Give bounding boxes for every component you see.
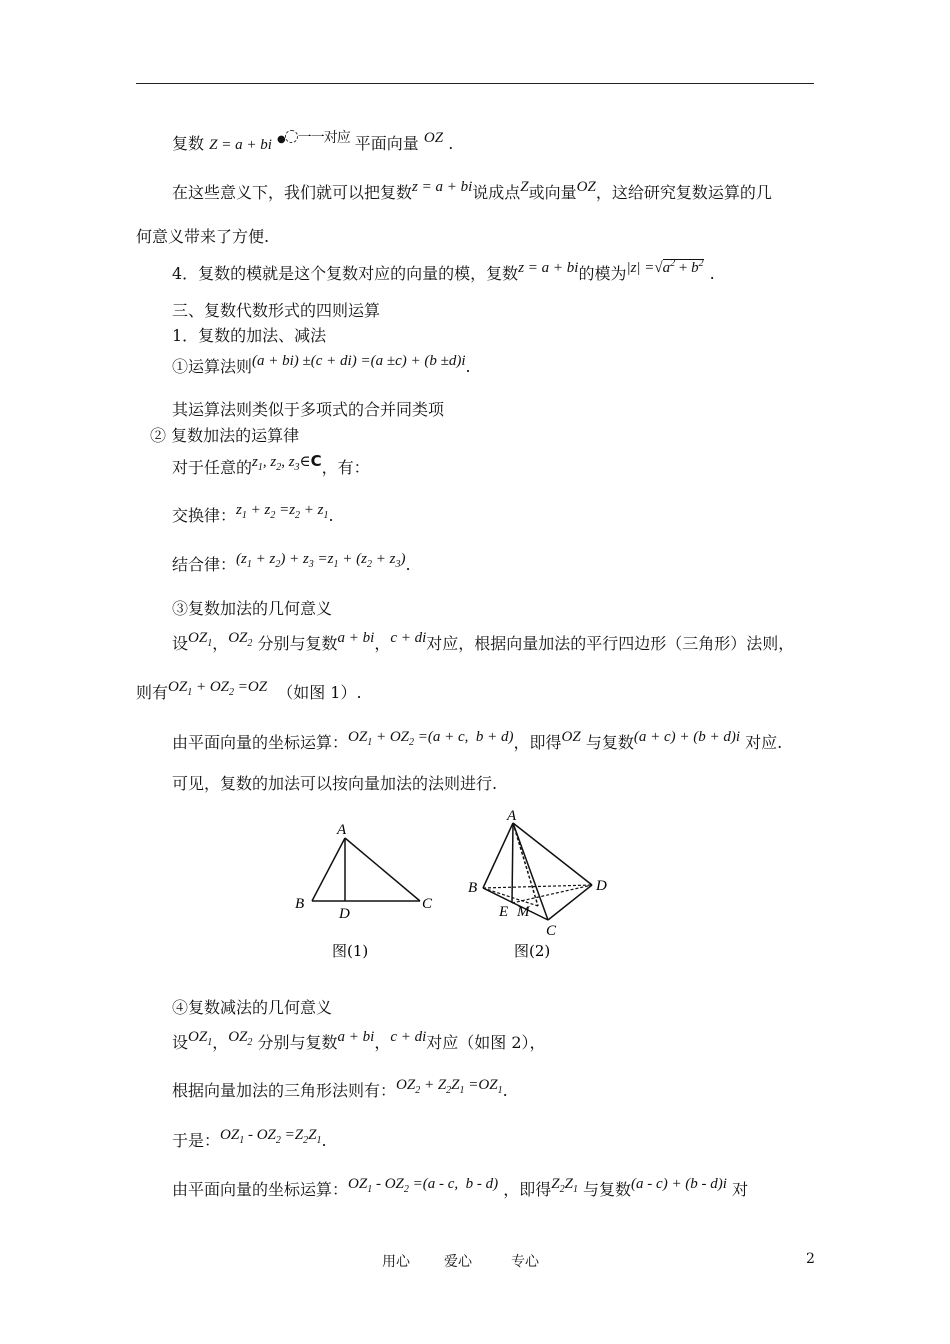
text-line: 设$OZ_1$，$OZ_2$ 分别与复数a + bi，c + di对应（如图 2）， bbox=[172, 1029, 546, 1052]
text-line bbox=[136, 679, 362, 702]
text: 对应（如图 2）， bbox=[426, 1033, 546, 1052]
footer-text: 爱心 bbox=[444, 1254, 472, 1270]
vector-OZ: OZ bbox=[561, 729, 581, 745]
math-Z: Z bbox=[520, 179, 529, 195]
label-C: C bbox=[422, 896, 433, 912]
text: ，即得 bbox=[503, 1180, 552, 1199]
text-line: 交换律：$z_1 + z_2 =z_2 + z_1$. bbox=[172, 502, 334, 525]
text-line: 设$OZ_1$，$OZ_2$ 分别与复数a + bi，c + di对应，根据向量加法的平行四边形（三角形）法则， bbox=[172, 630, 795, 653]
footer-text: 专心 bbox=[511, 1254, 539, 1270]
text-line bbox=[172, 729, 783, 752]
var-a: a bbox=[662, 260, 671, 276]
section-heading: 三、复数代数形式的四则运算 bbox=[172, 301, 381, 320]
math-expression: c + di bbox=[390, 630, 427, 646]
vector-OZ2: $OZ_2$ bbox=[228, 1029, 253, 1048]
plus: + bbox=[675, 260, 692, 276]
text: 设 bbox=[172, 634, 189, 653]
vector-sum: $OZ_1 + OZ_2 =OZ$ bbox=[168, 679, 268, 698]
element-of: ∈ bbox=[299, 454, 311, 470]
vector-OZ1: $OZ_1$ bbox=[188, 1029, 213, 1048]
text: 对应，根据向量加法的平行四边形（三角形）法则， bbox=[426, 634, 795, 653]
text: 分别与复数 bbox=[257, 634, 338, 653]
text: 对应. bbox=[745, 733, 783, 752]
text-line bbox=[172, 179, 772, 202]
math-set: $z_1$, $z_2$, $z_3\in C$ bbox=[252, 452, 322, 473]
subsection-heading: ③复数加法的几何意义 bbox=[172, 599, 333, 618]
label-C: C bbox=[546, 923, 557, 939]
text-line bbox=[172, 130, 454, 153]
caption-1: 图(1) bbox=[332, 942, 369, 960]
text-line: ② 复数加法的运算律 bbox=[150, 426, 300, 445]
text: 由平面向量的坐标运算： bbox=[172, 733, 349, 752]
label-D: D bbox=[339, 906, 350, 922]
math-expression: (a - c) + (b - d)i bbox=[631, 1176, 727, 1192]
subsection-heading: 1．复数的加法、减法 bbox=[172, 326, 327, 345]
math-expression: z = a + bi bbox=[518, 260, 579, 276]
text-line bbox=[172, 452, 370, 477]
text: 于是： bbox=[172, 1131, 221, 1150]
text: 与复数 bbox=[585, 733, 634, 752]
text: 在这些意义下，我们就可以把复数 bbox=[172, 183, 413, 202]
math-expression: (a + bi) ±(c + di) =(a ±c) + (b ±d)i bbox=[252, 353, 466, 369]
var-z2: z bbox=[270, 454, 277, 470]
footer-text: 用心 bbox=[382, 1254, 410, 1270]
vector-OZ: OZ bbox=[576, 179, 596, 195]
math-expression: z = a + bi bbox=[412, 179, 473, 195]
vector-OZ1: $OZ_1$ bbox=[188, 630, 213, 649]
text: 由平面向量的坐标运算： bbox=[172, 1180, 349, 1199]
geometry-figures bbox=[290, 808, 620, 968]
text: ①运算法则 bbox=[172, 357, 253, 376]
text: ，即得 bbox=[513, 733, 562, 752]
associative-law: $(z_1 + z_2) + z_3 =z_1 + (z_2 + z_3)$ bbox=[236, 551, 406, 570]
text-line bbox=[172, 353, 471, 376]
text: . bbox=[448, 134, 454, 153]
text: 复数 bbox=[172, 134, 205, 153]
header-rule bbox=[136, 83, 814, 84]
text: 4．复数的模就是这个复数对应的向量的模，复数 bbox=[172, 264, 519, 283]
figure-2-tetrahedron bbox=[468, 808, 607, 960]
text: 则有 bbox=[136, 683, 169, 702]
label-B: B bbox=[468, 880, 478, 896]
label-M: M bbox=[517, 904, 530, 920]
coordinate-difference: $OZ_1 - OZ_2 =(a - c$, b - d) bbox=[348, 1176, 499, 1195]
text-line: 结合律：$(z_1 + z_2) + z_3 =z_1 + (z_2 + z_3)$. bbox=[172, 551, 411, 574]
label-D: D bbox=[596, 878, 607, 894]
triangle-rule: $OZ_2 + Z_2Z_1 =OZ_1$ bbox=[396, 1077, 503, 1096]
label-B: B bbox=[295, 896, 305, 912]
text: 或向量 bbox=[528, 183, 577, 202]
text: 分别与复数 bbox=[257, 1033, 338, 1052]
math-expression: a + bi bbox=[337, 630, 375, 646]
math-expression: a + bi bbox=[337, 1029, 375, 1045]
figure bbox=[290, 808, 620, 968]
vector-OZ2: $OZ_2$ bbox=[228, 630, 253, 649]
abs-z: |z| = bbox=[626, 260, 655, 276]
var-b: b bbox=[691, 260, 699, 276]
math-expression: c + di bbox=[390, 1029, 427, 1045]
text: 对于任意的 bbox=[172, 458, 253, 477]
text-line bbox=[172, 1176, 749, 1199]
subsection-heading: ④复数减法的几何意义 bbox=[172, 998, 333, 1017]
correspondence-label: 一一对应 bbox=[297, 130, 350, 146]
text: . bbox=[709, 264, 715, 283]
text: 的模为 bbox=[578, 264, 627, 283]
text: 平面向量 bbox=[354, 134, 419, 153]
text-line: 其运算法则类似于多项式的合并同类项 bbox=[172, 400, 445, 419]
vector-difference: $OZ_1 - OZ_2 =Z_2Z_1$ bbox=[220, 1127, 322, 1146]
text-line: 可见，复数的加法可以按向量加法的法则进行. bbox=[172, 774, 498, 793]
text: 结合律： bbox=[172, 555, 237, 574]
math-expression: (a + c) + (b + d)i bbox=[633, 729, 740, 745]
page-number: 2 bbox=[806, 1251, 815, 1267]
math-expression: Z = a + bi bbox=[209, 137, 272, 153]
text: 设 bbox=[172, 1033, 189, 1052]
figure-1-triangle bbox=[295, 822, 433, 960]
label-E: E bbox=[499, 904, 509, 920]
coordinate-sum: $OZ_1 + OZ_2 =(a + c$, b + d) bbox=[348, 729, 514, 748]
modulus-formula: $|z| =√a^2 + b^2$ bbox=[626, 258, 704, 276]
text: 与复数 bbox=[583, 1180, 632, 1199]
correspondence-symbol: ● 一一对应 bbox=[276, 130, 350, 146]
text: 说成点 bbox=[472, 183, 521, 202]
text-line: 于是：$OZ_1 - OZ_2 =Z_2Z_1$. bbox=[172, 1127, 327, 1150]
vector-OZ: OZ bbox=[423, 130, 444, 146]
sqrt-radicand: $a^2 + b^2$ bbox=[662, 258, 704, 276]
text: 对 bbox=[732, 1180, 749, 1199]
text-line: 何意义带来了方便. bbox=[136, 227, 270, 246]
text: . bbox=[465, 357, 471, 376]
text-line: 根据向量加法的三角形法则有：$OZ_2 + Z_2Z_1 =OZ_1$. bbox=[172, 1077, 508, 1100]
var-z1: z bbox=[252, 454, 258, 470]
text-line bbox=[172, 258, 715, 283]
commutative-law: $z_1 + z_2 =z_2 + z_1$ bbox=[236, 502, 329, 521]
label-A: A bbox=[507, 808, 517, 824]
complex-set-C: C bbox=[310, 452, 322, 470]
text: 交换律： bbox=[172, 506, 237, 525]
text: ，这给研究复数运算的几 bbox=[595, 183, 772, 202]
vector-Z2Z1: $Z_2Z_1$ bbox=[551, 1176, 578, 1195]
text: ，有： bbox=[321, 458, 370, 477]
caption-2: 图(2) bbox=[514, 942, 551, 960]
text: （如图 1）. bbox=[277, 683, 362, 702]
text: 根据向量加法的三角形法则有： bbox=[172, 1081, 397, 1100]
label-A: A bbox=[337, 822, 347, 838]
var-z3: z bbox=[288, 454, 295, 470]
